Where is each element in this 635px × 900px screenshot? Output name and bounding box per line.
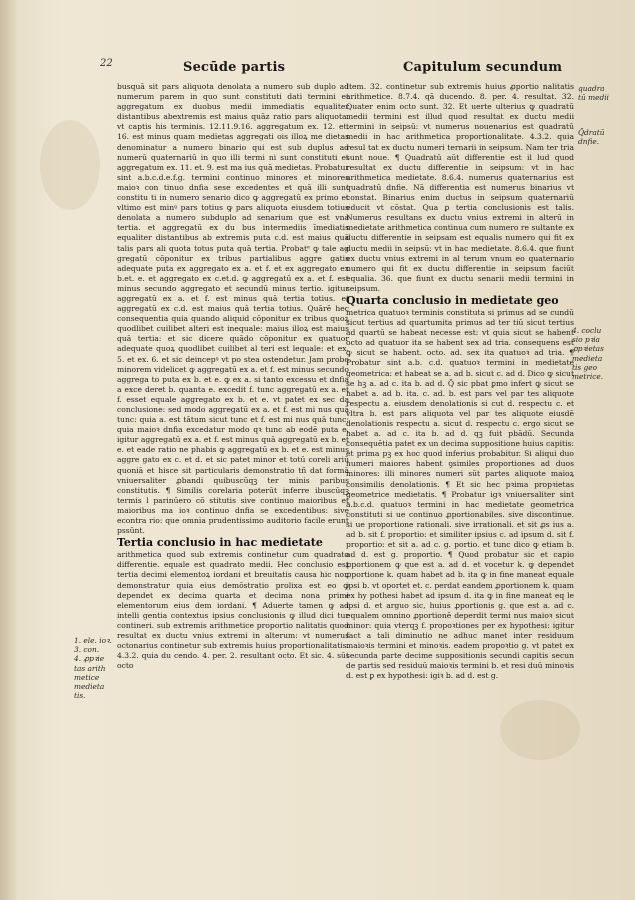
left-paragraph-1: busquā sit pars aliquota denolata a numero sub duplo ad numerum parem in quo sunt constituti dati termini et aggregatum ex duobus medii immediatis equaliter distantibus abextremis est maius quāz ratio pars aliquota. vt captis his terminis. 12.11.9.16. aggregatum ex. 12. et. 16. est minus quam medietas aggregati ois illoꝝ me dietas denominatur a numero binario qui est sub duplus ad numerū quaternariū in quo illi termi ni sunt constituti et aggregatum ex. 11. et. 9. est ma ius quā medietas. Probatur sint a.b.c.d.e.f.g. termini continuo minores et minores maioꝛ con tinuo dnfia sese excedentes et quā illi sunt constitu ti in numero senario dico ꝙ aggregatū ex primo et vltimo est minꝰ pars totius ꝙ pars aliquota eiusdem totius denolata a numero subduplo ad senarium que est vna tertia. et aggregatū ex du bus intermediis īmediatis equaliter distantibus ab extremis puta c.d. est maius quā talis pars ali quota totus puta quā tertia. Probatᵉ ꝙ tale ag gregatū cōponitur ex tribus partialibus aggre gatis adequate puta ex aggregato ex a. et f. et ex aggregato ex b.et. e. et aggregato ex c.et.d. ꝙ aggregatū ex a. et f. est minus secundo aggregato et secundū minus tertio. igitur aggregatū ex a. et f. est minus quā tertia totius. et aggregatū ex c.d. est maius quā tertia totius. Quārē hec consequentia quia quando aliquid cōponitur ex tribus quoꝝ quodlibet cuilibet alteri est inequale: maius illoꝝ est maius quā tertia: et sic dicere quādo cōponitur ex quatuor adequate quoꝝ quodlibet cuilibet al teri est lequale: et ex. 5. et ex. 6. et sic deincepꝰ vt po stea ostendetur. Jam probo minorem videlicet ꝙ aggregatū ex a. et f. est minus secundo aggrega to puta ex b. et e. ꝙ ex a. si tanto excessu et dnfia a exce deret b. quanta e. excedit f. tunc aggregatū ex a. et f. esset equale aggregato ex b. et e. vt patet ex sec da conclusione: sed modo aggregatū ex a. et f. est mi nus quā tunc: quia a. est tātum sicut tunc et f. est mi nus quā tunc: quia maioꝛ dnfia excedatur modo qꝛ tunc ab eodē puta e. igitur aggregatū ex a. et f. est minus quā aggregatū ex b. et e. et eade ratio ne phabis ꝙ aggregatū ex b. et e. est minus aggre gato ex c. et d. et sic patet minor et totū coreli ariū quoniā et hisce sit particularis demonstratio tñ dat formā vniuersaliter ꝓbandi quibuscūqꝫ ter minis paribus constitutis. ¶ Similis corelaria poterūt inferre ibuscūqꝫ termis l parinūero cō stitutis sive continuo maioribus et maioribus ma ioꝛ continuo dnfia se excedentibus: sive econtra rio: que omnia prudentissimo auditorio facile erunt pssūnt.: [117, 82, 349, 536]
right-paragraph-1: Item. 32. continetur sub extremis huius ꝓportio nalitatis arithmetice. 8.7.4. qā ducendo. 8. per. 4. resultat. 32. Quater enim octo sunt. 32. Et uerte ulterius ꝙ quadratū medii termini est illud quod resultat ex ductu medii termini in seipsū: vt numerus nouenarius est quadratū medii in hac arithmetica proportionalitate. 4.3.2. quia resul tat ex ductu numeri ternarii in seipsum. Nam ter tria sunt noue. ¶ Quadratū aūt differentie est il lud quod resultat ex ductu differentie in seipsum: vt in hac arithmetica medietate. 8.6.4. numerus quaternarius est quadratū dnfie. Nā differentia est numerus binarius vt constat. Binarius enim ductus in seipsum quaternariū educit vt cōstat. Qua ꝑ tertia conclusionis est talis. Numerus resultans ex ductu vnius extremi in alterū in medietate arithmetica continua cum numero re sultante ex ductu differentie in seipsam est equalis numero qui fit ex ductu medii in seipsū: vt in hac medietate. 8.6.4. que fiunt ex ductu vnius extremi in al terum vnum eo quaternario numero qui fit ex ductu differentie in seipsum faciūt equalia. 36. que fiunt ex ductu senarii medii termini in seipsum.: [346, 82, 574, 293]
left-paragraph-2: arithmetica quod sub extremis continetur cum quadrato differentie. equale est quadrato medii. Hec conclusio est tertia decimi elementoꝝ iordani et breuitatis causa hic non demonstratur quia eius demōstratio prolixa est eo ꝙ dependet ex decima quarta et decima nona primi elementorum eius dem iordani. ¶ Aduerte tamen ꝙ ad intelli gentia contextus ipsius conclusionis ꝙ illud dici tur contineri. sub extremis arithmetice proportio nalitatis quod resultat ex ductu vnius extremi in alterum: vt numerus octonarius continetur sub extremis huius proportionalitatis. 4.3.2. quia du cendo. 4. per. 2. resultant octo. Et sic. 4. sūt octo: [117, 550, 349, 671]
margin-note-left: 1. ele. ioꝛ. 3. con. 4. ꝓpꝛie tas arith metice medieta tis.: [74, 636, 112, 701]
paper-stain: [40, 120, 100, 210]
folio-number: 22: [100, 58, 113, 69]
margin-note-right-1: quadra tū medii: [578, 84, 609, 103]
right-section-heading: Quarta conclusio in medietate geo: [346, 293, 559, 307]
running-head-left: Secūde partis: [183, 60, 286, 75]
paper-stain: [500, 700, 580, 760]
margin-note-right-3: 4. coclu sio pꝛia ꝓpꝛietas medieta tis geo metrice.: [572, 326, 604, 382]
running-head-right: Capitulum secundum: [403, 60, 563, 75]
left-section-heading: Tertia conclusio in hac medietate: [117, 536, 323, 550]
right-text-column: [346, 82, 574, 681]
right-paragraph-2: metrica quatuoꝛ terminis constituta si primus ad se cundū sicut tertius ad quartumita primus ad ter tiū sicut tertius ad quartū se habeat necesse est: vt quia sicut se habent octo ad quatuor ita se habent sex ad tria. consequens est ꝙ sicut se habent. octo. ad. sex ita quatuoꝛ ad tria. ¶ Probatur sint a.b. c.d. quatuoꝛ termini in medietate geometrica: et habeat se a. ad b. sicut c. ad d. Dico ꝙ sicut se hꝫ a. ad c. ita b. ad d. Q̃ sic pbat ꝑmo infert ꝙ sicut se habet a. ad b. ita. c. ad. b. est pars vel par tes aliquote respectu a. eiusdem denolationis si cut d. respectu c. et vltra b. est pars aliquota vel par tes aliquote eiusdē denolationis respectu a. sicut d. respectu c. ergo sicut se habet a. ad c. ita b. ad d. qꝫ fuit pbādū. Secunda consequētia patet ex un decima suppositione huius capitis: et prima pꝫ ex hoc quod inferius probabitur. Si aliqui duo numeri maiores habent ꝯsimiles proportiones ad duos minores: illi minores numeri sūt partes aliquote maioꝝ consimilis denolationis. ¶ Et sic hec pꝛima propꝛietas geometrice medietatis. ¶ Probatur igꝛ vniuersaliter sint a.b.c.d. quatuoꝛ termini in hac medietate geometrica constituti si ue continuo ꝓportionabiles. sive discontinue. si ue proportione rationali. sive irrationali. et sit ꝓs ius a. ad b. sit f. proportio: et similiter ipsius c. ad ipsum d. sit f. proportio: et sit a. ad c. g. portio. et tunc dico ꝙ etiam b. ad d. est g. proportio. ¶ Quod probatur sic et capio ꝓportionem ꝙ que est a. ad d. et vocetur k. ꝙ dependet ꝓportione k. quam habet ad b. ita ꝙ in fine maneat equale ipsi b. vt oportet et. c. perdat eandem ꝓportionem k. quam ex hy pothesi habet ad ipsum d. ita ꝙ in fine maneat eq le ipsi d. et arguo sic, huius ꝓportionis g. que est a. ad c. equalem omnino ꝓportionē deperdit termi nus maioꝛ sicut minor: quia vterqꝫ f. propoꝛtiones per ex hypothesi: igitur fact a tali diminutio ne adhuc manet inter residuum maioꝛis termini et minoꝛis. eadem propoꝛtio g. vt patet ex secunda parte decime suppositionis secundi capitis secun de partis sed residuū maioꝛis termini b. et resi duū minoꝛis d. est ꝑ ex hypothesi: igiꝛ b. ad d. est g.: [346, 307, 574, 681]
left-text-column: [117, 82, 349, 671]
margin-note-right-2: Q̃dratū dnfie.: [578, 128, 605, 147]
